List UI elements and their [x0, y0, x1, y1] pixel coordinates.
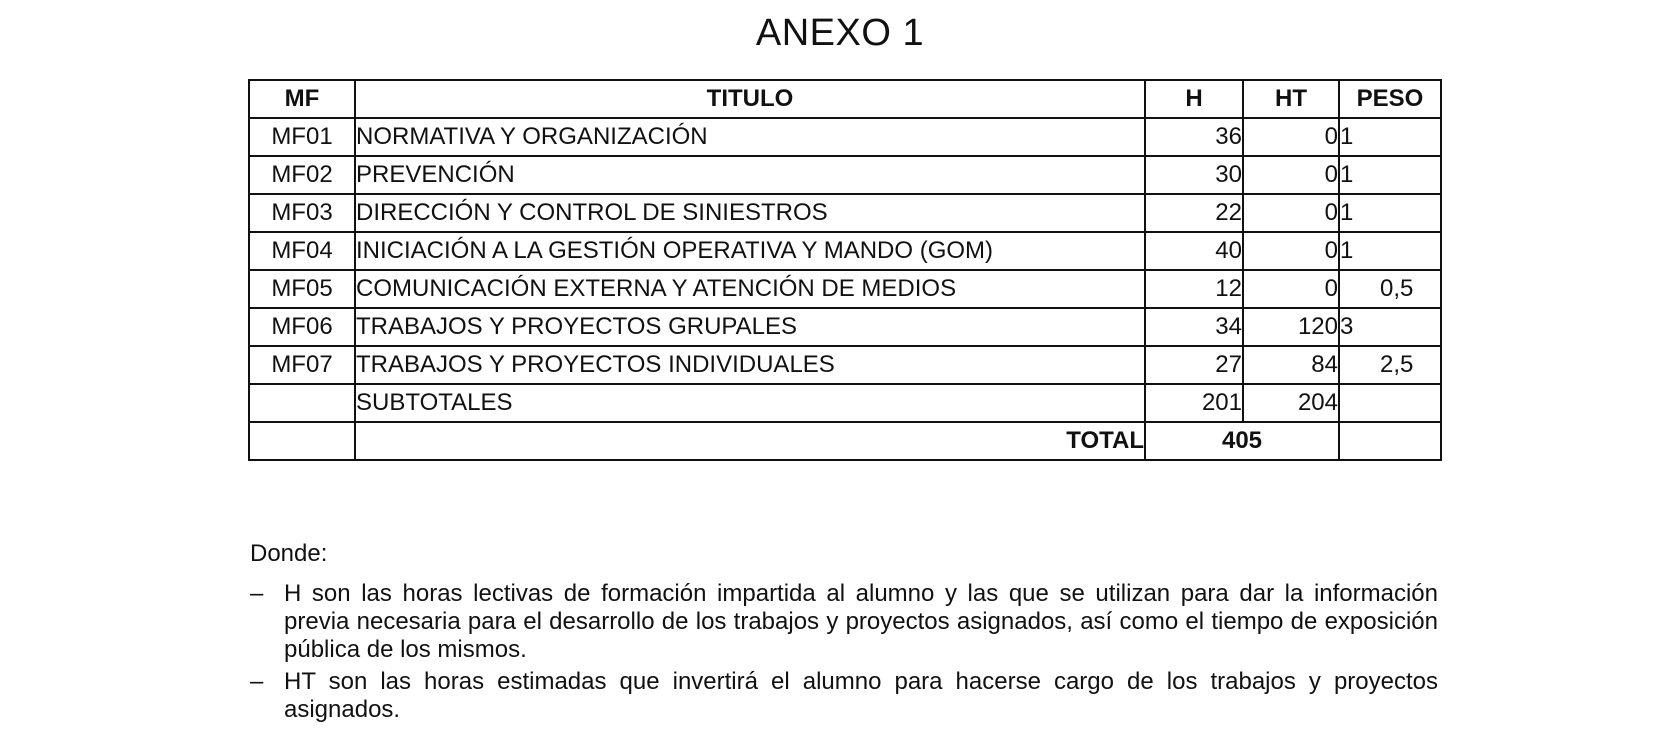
cell-ht: 0 [1243, 232, 1339, 270]
legend-intro: Donde: [250, 540, 328, 567]
cell-mf: MF04 [249, 232, 355, 270]
legend [250, 540, 1438, 728]
page-title: ANEXO 1 [755, 12, 925, 54]
cell-peso: 1 [1339, 232, 1441, 270]
cell-peso: 1 [1339, 118, 1441, 156]
dash-bullet: – [250, 668, 264, 695]
subtotals-row [249, 384, 1441, 422]
cell-peso: 1 [1339, 194, 1441, 232]
legend-text: H son las horas lectivas de formación impartida al alumno y las que se utilizan para dar la información previa necesaria para el desarrollo de los trabajos y proyectos asignados, así como el tiempo de exposición pública de los mismos. [284, 580, 1438, 663]
cell-mf: MF07 [249, 346, 355, 384]
cell-mf: MF02 [249, 156, 355, 194]
cell-peso: 1 [1339, 156, 1441, 194]
column-header-mf: MF [249, 80, 355, 118]
column-header-ht: HT [1243, 80, 1339, 118]
cell-h: 12 [1145, 270, 1243, 308]
cell-ht: 120 [1243, 308, 1339, 346]
cell-peso: 3 [1339, 308, 1441, 346]
cell-h: 36 [1145, 118, 1243, 156]
annex-table [248, 79, 1442, 461]
subtotal-ht: 204 [1243, 384, 1339, 422]
cell-h: 34 [1145, 308, 1243, 346]
cell-peso: 2,5 [1339, 346, 1441, 384]
cell-peso: 0,5 [1339, 270, 1441, 308]
column-header-peso: PESO [1339, 80, 1441, 118]
cell-mf: MF01 [249, 118, 355, 156]
cell-mf: MF05 [249, 270, 355, 308]
cell-ht: 0 [1243, 194, 1339, 232]
cell-titulo: INICIACIÓN A LA GESTIÓN OPERATIVA Y MANDO (GOM) [355, 232, 1145, 270]
table-header-row [249, 80, 1441, 118]
cell-h: 27 [1145, 346, 1243, 384]
cell-mf: MF03 [249, 194, 355, 232]
total-label: TOTAL [355, 422, 1145, 460]
subtotal-h: 201 [1145, 384, 1243, 422]
legend-item-h [250, 580, 1438, 664]
table-row [249, 156, 1441, 194]
subtotals-label: SUBTOTALES [355, 384, 1145, 422]
cell-mf: MF06 [249, 308, 355, 346]
cell-titulo: NORMATIVA Y ORGANIZACIÓN [355, 118, 1145, 156]
column-header-titulo: TITULO [355, 80, 1145, 118]
cell-titulo: COMUNICACIÓN EXTERNA Y ATENCIÓN DE MEDIOS [355, 270, 1145, 308]
column-header-h: H [1145, 80, 1243, 118]
cell-empty [249, 422, 355, 460]
table-row [249, 232, 1441, 270]
cell-titulo: TRABAJOS Y PROYECTOS INDIVIDUALES [355, 346, 1145, 384]
cell-h: 40 [1145, 232, 1243, 270]
table-row [249, 194, 1441, 232]
cell-ht: 0 [1243, 270, 1339, 308]
table-row [249, 118, 1441, 156]
cell-empty [249, 384, 355, 422]
cell-titulo: TRABAJOS Y PROYECTOS GRUPALES [355, 308, 1145, 346]
cell-titulo: DIRECCIÓN Y CONTROL DE SINIESTROS [355, 194, 1145, 232]
legend-item-ht [250, 668, 1438, 724]
table-row [249, 308, 1441, 346]
cell-titulo: PREVENCIÓN [355, 156, 1145, 194]
cell-ht: 0 [1243, 156, 1339, 194]
cell-h: 22 [1145, 194, 1243, 232]
total-row [249, 422, 1441, 460]
cell-empty [1339, 384, 1441, 422]
cell-ht: 84 [1243, 346, 1339, 384]
cell-empty [1339, 422, 1441, 460]
table-row [249, 270, 1441, 308]
table-row [249, 346, 1441, 384]
dash-bullet: – [250, 580, 264, 607]
cell-ht: 0 [1243, 118, 1339, 156]
total-value: 405 [1145, 422, 1339, 460]
legend-text: HT son las horas estimadas que invertirá el alumno para hacerse cargo de los trabajos y proyectos asignados. [284, 668, 1438, 723]
cell-h: 30 [1145, 156, 1243, 194]
